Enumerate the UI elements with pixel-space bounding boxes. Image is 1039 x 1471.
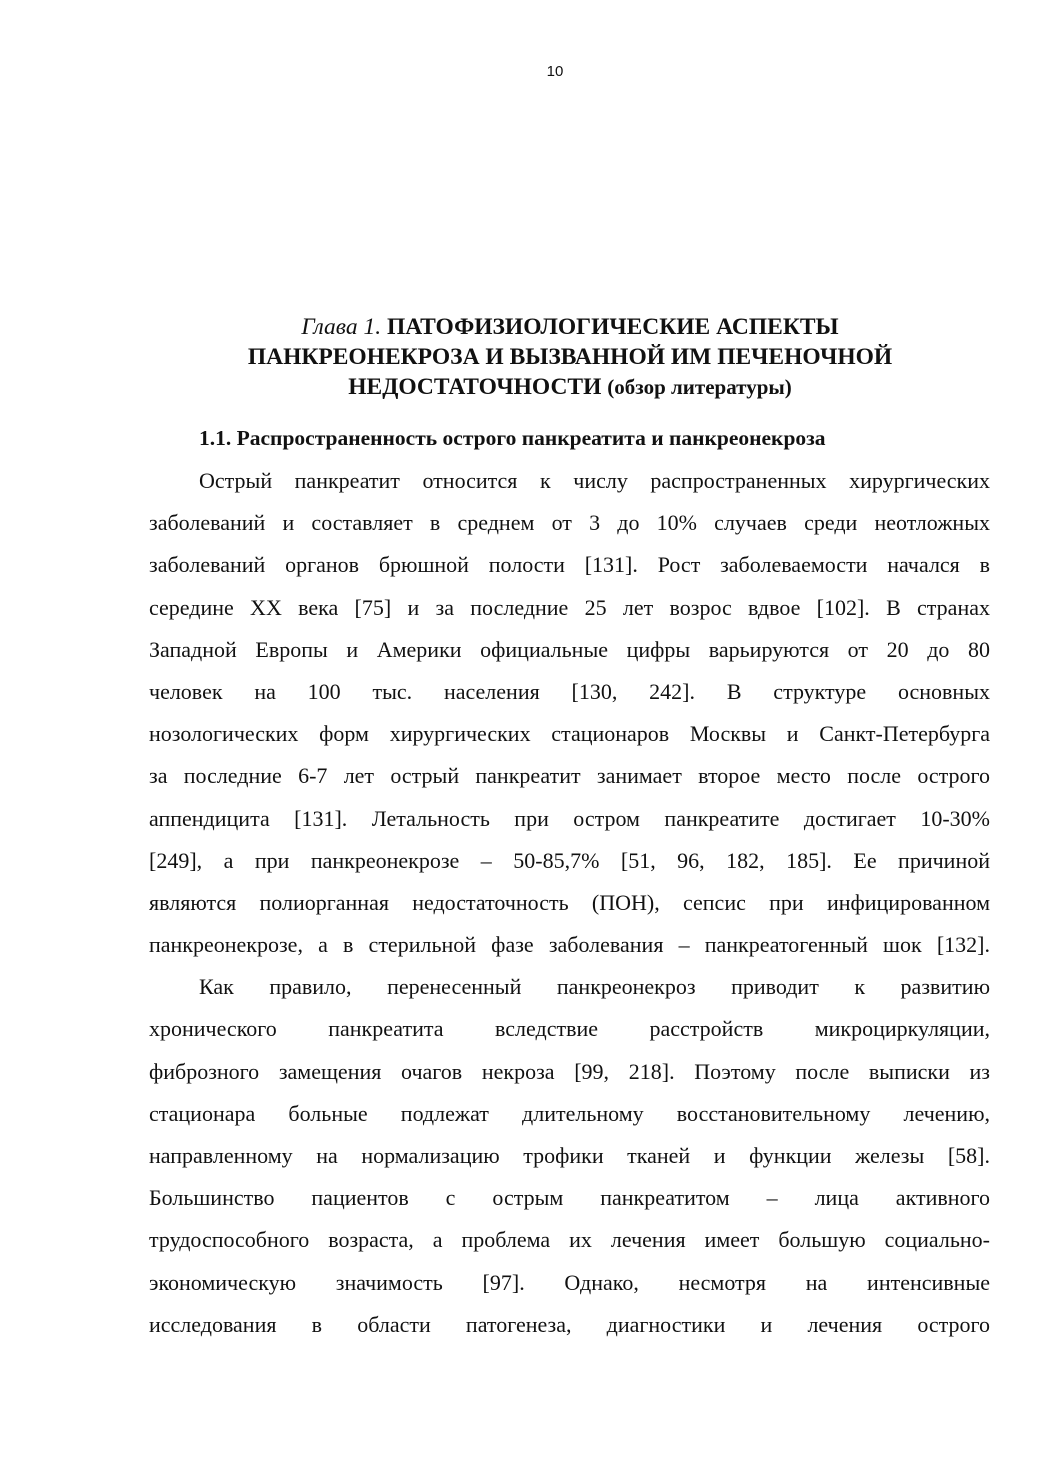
text-line: Большинство пациентов с острым панкреатитом – лица активного (149, 1185, 990, 1211)
chapter-label: Глава 1. (301, 314, 382, 340)
chapter-title-line-2: ПАНКРЕОНЕКРОЗА И ВЫЗВАННОЙ ИМ ПЕЧЕНОЧНОЙ (247, 344, 893, 370)
text-line: нозологических форм хирургических стационаров Москвы и Санкт-Петербурга (149, 721, 990, 747)
chapter-subtitle: (обзор литературы) (607, 375, 792, 399)
text-line: направленному на нормализацию трофики тканей и функции железы [58]. (149, 1143, 990, 1168)
paragraph-2 (149, 966, 990, 1346)
text-line: фиброзного замещения очагов некроза [99, 218]. Поэтому после выписки из (149, 1058, 990, 1084)
chapter-heading (160, 312, 980, 402)
text-line: исследования в области патогенеза, диагностики и лечения острого (149, 1311, 990, 1337)
text-line: панкреонекрозе, а в стерильной фазе заболевания – панкреатогенный шок [132]. (149, 932, 990, 958)
text-line: Как правило, перенесенный панкреонекроз приводит к развитию (199, 974, 990, 1000)
text-line: аппендицита [131]. Летальность при остром панкреатите достигает 10-30% (149, 805, 990, 831)
text-line: стационара больные подлежат длительному восстановительному лечению, (149, 1100, 990, 1126)
chapter-heading-line-3 (160, 372, 980, 402)
paragraph-1 (149, 460, 990, 966)
text-line: заболеваний органов брюшной полости [131]. Рост заболеваемости начался в (149, 552, 990, 578)
body-text (149, 460, 990, 1346)
text-line: заболеваний и составляет в среднем от 3 до 10% случаев среди неотложных (149, 510, 990, 536)
chapter-title-line-1: ПАТОФИЗИОЛОГИЧЕСКИЕ АСПЕКТЫ (386, 314, 839, 340)
text-line: середине XX века [75] и за последние 25 лет возрос вдвое [102]. В странах (149, 594, 990, 620)
text-line: хронического панкреатита вследствие расстройств микроциркуляции, (149, 1016, 990, 1042)
text-line: трудоспособного возраста, а проблема их лечения имеет большую социально- (149, 1227, 990, 1253)
chapter-title-line-3: НЕДОСТАТОЧНОСТИ (348, 374, 602, 400)
text-line: экономическую значимость [97]. Однако, несмотря на интенсивные (149, 1269, 990, 1295)
section-heading: 1.1. Распространенность острого панкреатита и панкреонекроза (199, 426, 826, 450)
text-line: Острый панкреатит относится к числу распространенных хирургических (199, 468, 990, 493)
text-line: за последние 6-7 лет острый панкреатит занимает второе место после острого (149, 763, 990, 789)
text-line: [249], а при панкреонекрозе – 50-85,7% [51, 96, 182, 185]. Ее причиной (149, 847, 990, 873)
text-line: человек на 100 тыс. населения [130, 242]. В структуре основных (149, 678, 990, 704)
page-number: 10 (546, 63, 564, 80)
chapter-heading-line-1 (160, 312, 980, 342)
text-line: являются полиорганная недостаточность (ПОН), сепсис при инфицированном (149, 889, 990, 915)
text-line: Западной Европы и Америки официальные цифры варьируются от 20 до 80 (149, 636, 990, 662)
